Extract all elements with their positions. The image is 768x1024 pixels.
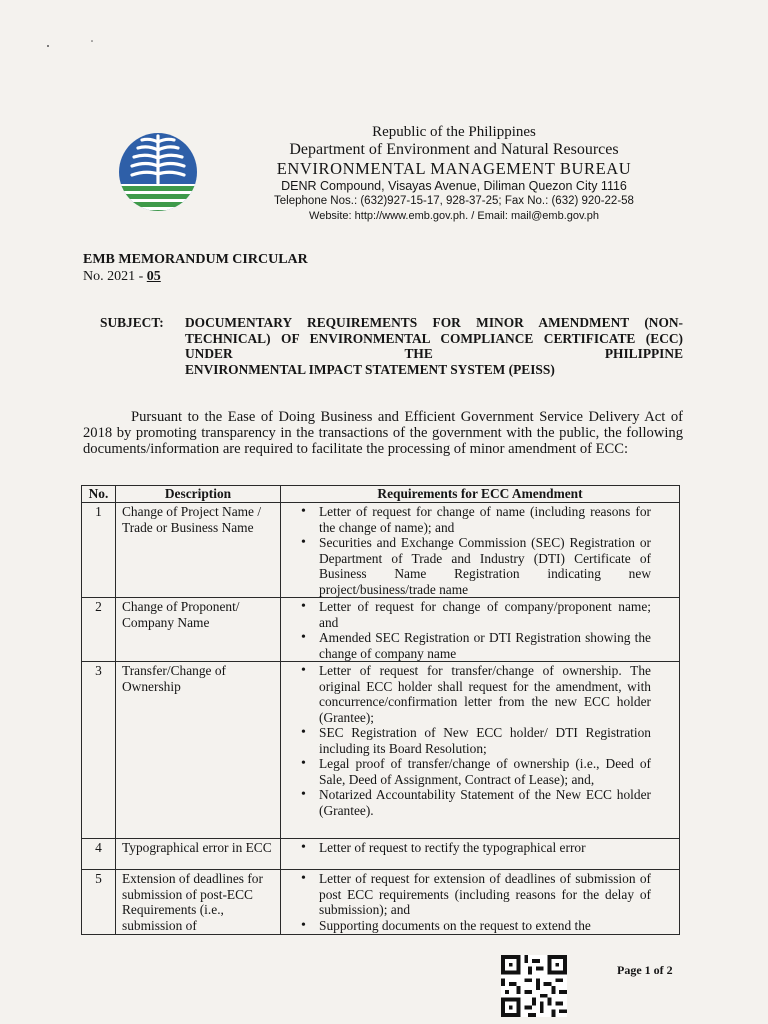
circular-heading xyxy=(83,251,308,285)
list-item: • Amended SEC Registration or DTI Registration showing the change of company name xyxy=(295,630,651,661)
scan-specks xyxy=(40,38,100,50)
table-row xyxy=(82,870,680,935)
row-number: 2 xyxy=(82,598,116,662)
table-row xyxy=(82,503,680,598)
list-item: • Legal proof of transfer/change of ownership (i.e., Deed of Sale, Deed of Assignment, Contract of Lease); and, xyxy=(295,756,651,787)
bureau-line: ENVIRONMENTAL MANAGEMENT BUREAU xyxy=(276,159,632,178)
requirements-table xyxy=(81,485,680,935)
subject-text-last: ENVIRONMENTAL IMPACT STATEMENT SYSTEM (PEISS) xyxy=(185,361,555,377)
list-item: • Letter of request for extension of deadlines of submission of post ECC requirements (including reasons for the delay of submission); and xyxy=(295,871,651,918)
subject-label: SUBJECT: xyxy=(100,315,164,330)
header-requirements: Requirements for ECC Amendment xyxy=(281,486,680,503)
table-row xyxy=(82,598,680,662)
republic-line: Republic of the Philippines xyxy=(372,124,536,140)
row-description: Change of Proponent/ Company Name xyxy=(116,598,281,662)
circular-number-prefix: No. 2021 - xyxy=(83,269,147,284)
qr-code-icon xyxy=(500,955,568,1017)
circular-number xyxy=(83,268,308,285)
row-number: 4 xyxy=(82,839,116,870)
phone-line: Telephone Nos.: (632)927-15-17, 928-37-25; Fax No.: (632) 920-22-58 xyxy=(274,195,634,207)
list-item: • SEC Registration of New ECC holder/ DTI Registration including its Board Resolution; xyxy=(295,725,651,756)
row-requirements xyxy=(281,598,680,662)
table-row xyxy=(82,839,680,870)
circular-title: EMB MEMORANDUM CIRCULAR xyxy=(83,252,308,267)
row-number: 1 xyxy=(82,503,116,598)
row-number: 5 xyxy=(82,870,116,935)
intro-paragraph xyxy=(83,409,683,458)
intro-text: Pursuant to the Ease of Doing Business and Efficient Government Service Delivery Act of 2018 by promoting transparency in the transactions of the government with the public, the following documents/information are required to facilitate the processing of minor amendment of ECC: xyxy=(83,409,683,458)
list-item: • Letter of request for transfer/change of ownership. The original ECC holder shall request for the amendment, with concurrence/confirmation letter from the new ECC holder (Grantee); xyxy=(295,663,651,725)
header-description: Description xyxy=(116,486,281,503)
list-item: • Notarized Accountability Statement of the New ECC holder (Grantee). xyxy=(295,787,651,818)
list-item: • Letter of request for change of name (including reasons for the change of name); and xyxy=(295,504,651,535)
row-description: Transfer/Change of Ownership xyxy=(116,662,281,839)
row-description: Change of Project Name / Trade or Business Name xyxy=(116,503,281,598)
address-line: DENR Compound, Visayas Avenue, Diliman Quezon City 1116 xyxy=(281,179,627,193)
table-row xyxy=(82,662,680,839)
list-item: • Letter of request to rectify the typographical error xyxy=(295,840,651,856)
subject-text-main: DOCUMENTARY REQUIREMENTS FOR MINOR AMENDMENT (NON-TECHNICAL) OF ENVIRONMENTAL COMPLIANCE CERTIFICATE (ECC) UNDER THE PHILIPPINE xyxy=(185,315,683,361)
page-number: Page 1 of 2 xyxy=(617,963,673,977)
website-line: Website: http://www.emb.gov.ph. / Email: mail@emb.gov.ph xyxy=(309,210,599,222)
row-requirements xyxy=(281,503,680,598)
row-requirements xyxy=(281,662,680,839)
list-item: • Letter of request for change of company/proponent name; and xyxy=(295,599,651,630)
department-line: Department of Environment and Natural Resources xyxy=(289,141,619,158)
row-number: 3 xyxy=(82,662,116,839)
header-no: No. xyxy=(82,486,116,503)
row-requirements xyxy=(281,839,680,870)
circular-number-value: 05 xyxy=(146,269,161,284)
list-item: • Securities and Exchange Commission (SEC) Registration or Department of Trade and Industry (DTI) Certificate of Business Name Registration indicating new project/business/trade name xyxy=(295,535,651,597)
row-description: Extension of deadlines for submission of post-ECC Requirements (i.e., submission of xyxy=(116,870,281,935)
row-requirements xyxy=(281,870,680,935)
denr-emb-logo-icon xyxy=(118,128,198,218)
row-description: Typographical error in ECC xyxy=(116,839,281,870)
letterhead xyxy=(214,124,694,223)
subject-text xyxy=(185,315,683,377)
table-header-row xyxy=(82,486,680,503)
list-item: • Supporting documents on the request to extend the xyxy=(295,918,651,934)
